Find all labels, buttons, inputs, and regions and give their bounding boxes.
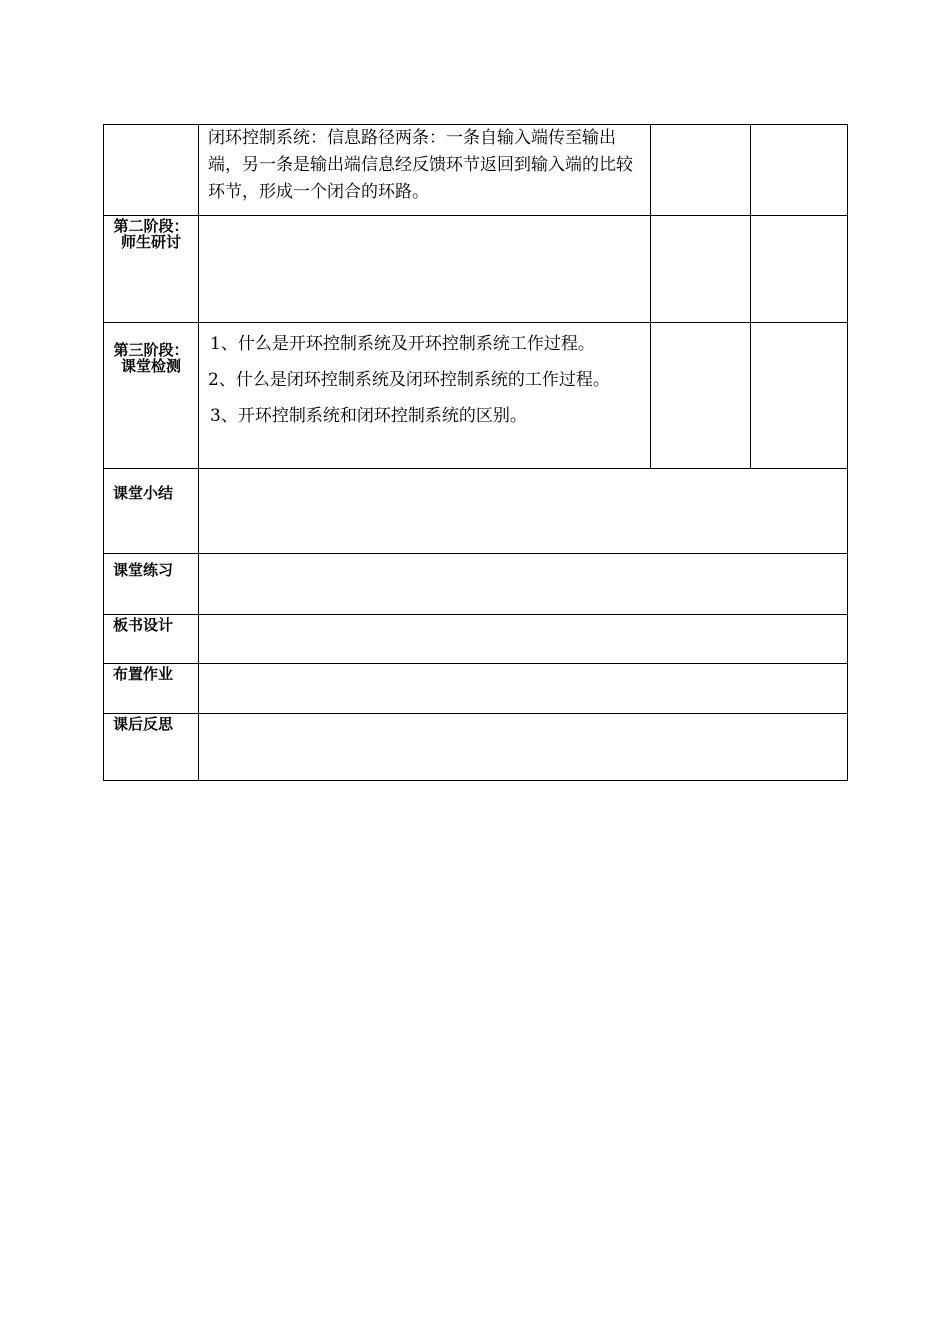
table-row-summary — [104, 469, 848, 554]
closed-loop-text: 闭环控制系统：信息路径两条：一条自输入端传至输出端，另一条是输出端信息经反馈环节返回到输入端的比较环节，形成一个闭合的环路。 — [208, 128, 633, 202]
homework-label: 布置作业 — [104, 664, 199, 714]
stage-two-subtitle: 师生研讨 — [120, 233, 181, 251]
stage-two-teacher-cell — [651, 216, 751, 323]
practice-content — [199, 554, 848, 615]
table-row-stage-two — [104, 216, 848, 323]
table-row-intro — [104, 125, 848, 216]
table-row-board — [104, 615, 848, 664]
lesson-plan-table — [103, 124, 848, 781]
stage-three-teacher-cell — [651, 323, 751, 469]
stage-two-student-cell — [751, 216, 848, 323]
stage-two-content — [199, 216, 651, 323]
stage-two-title: 第二阶段： — [113, 217, 189, 235]
homework-content — [199, 664, 848, 714]
stage-three-title: 第三阶段： — [113, 341, 189, 359]
table-row-reflection — [104, 714, 848, 781]
reflection-label: 课后反思 — [104, 714, 199, 781]
table-row-stage-three — [104, 323, 848, 469]
check-question-3: 3、开环控制系统和闭环控制系统的区别。 — [210, 406, 527, 426]
student-activity-cell — [751, 125, 848, 216]
classroom-check-content — [199, 323, 651, 469]
row-label-empty — [104, 125, 199, 216]
stage-three-student-cell — [751, 323, 848, 469]
stage-two-label — [104, 216, 199, 323]
check-question-2: 2、什么是闭环控制系统及闭环控制系统的工作过程。 — [208, 370, 610, 390]
board-design-label: 板书设计 — [104, 615, 199, 664]
summary-label: 课堂小结 — [104, 469, 199, 554]
table-row-practice — [104, 554, 848, 615]
practice-label: 课堂练习 — [104, 554, 199, 615]
summary-content — [199, 469, 848, 554]
reflection-content — [199, 714, 848, 781]
table-row-homework — [104, 664, 848, 714]
closed-loop-description — [199, 125, 651, 216]
board-design-content — [199, 615, 848, 664]
stage-three-label — [104, 323, 199, 469]
teacher-activity-cell — [651, 125, 751, 216]
check-question-1: 1、什么是开环控制系统及开环控制系统工作过程。 — [210, 334, 595, 354]
stage-three-subtitle: 课堂检测 — [120, 357, 181, 375]
